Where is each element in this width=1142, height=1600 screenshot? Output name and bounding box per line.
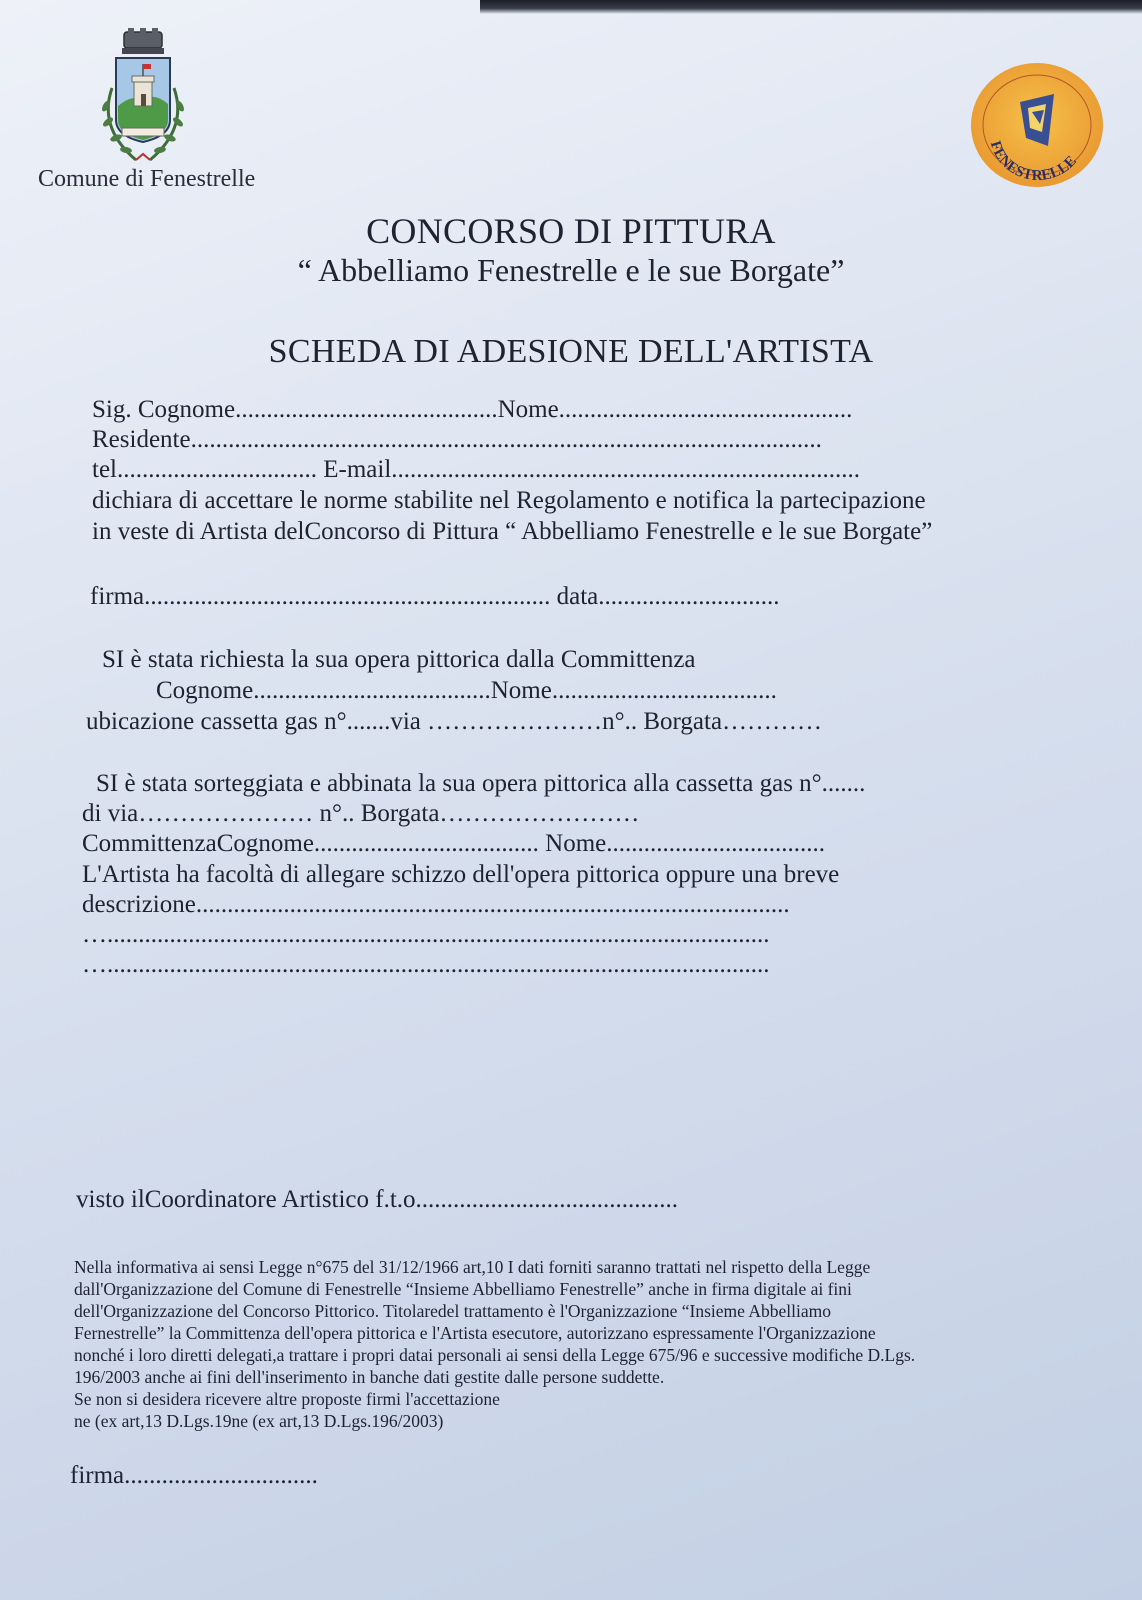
privacy-line-5: nonché i loro diretti delegati,a trattare i propri datai personali ai sensi della Legge 675/96 e successive modifiche D.Lgs. [74, 1345, 916, 1365]
seal-text: FENESTRELLE [986, 139, 1080, 185]
field-firma-data[interactable]: firma................................................................. data............................. [90, 583, 780, 610]
field-committenza-cognome-nome[interactable]: Cognome......................................Nome.................................... [156, 677, 777, 704]
privacy-line-6: 196/2003 anche ai fini dell'inserimento in banche dati gestite dalle persone suddette. [74, 1367, 665, 1387]
fenestrelle-association-seal [968, 60, 1106, 190]
declaration-line-2: in veste di Artista delConcorso di Pittura “ Abbelliamo Fenestrelle e le sue Borgate” [92, 518, 933, 545]
comune-label: Comune di Fenestrelle [38, 166, 256, 192]
si-sorteggiata-line: SI è stata sorteggiata e abbinata la sua opera pittorica alla cassetta gas n°....... [96, 770, 866, 797]
field-firma-accettazione[interactable]: firma............................... [70, 1462, 318, 1489]
privacy-line-1: Nella informativa ai sensi Legge n°675 del 31/12/1966 art,10 I dati forniti saranno trattati nel rispetto della Legge [74, 1257, 871, 1277]
privacy-line-2: dall'Organizzazione del Comune di Fenestrelle “Insieme Abbelliamo Fenestrelle” anche in firma digitale ai fini [74, 1279, 852, 1299]
field-descrizione-line-2[interactable]: ….......................................................................................................... [82, 921, 770, 948]
title-subtitle: “ Abbelliamo Fenestrelle e le sue Borgate” [297, 252, 845, 288]
privacy-line-4: Fernestrelle” la Committenza dell'opera pittorica e l'Artista esecutore, autorizzano espressamente l'Organizzazione [74, 1323, 876, 1343]
title-concorso: CONCORSO DI PITTURA [366, 211, 776, 251]
field-cognome-nome[interactable]: Sig. Cognome..........................................Nome............................................... [92, 396, 853, 423]
field-coordinatore-firma[interactable]: visto ilCoordinatore Artistico f.t.o.......................................... [76, 1186, 679, 1213]
privacy-line-3: dell'Organizzazione del Concorso Pittorico. Titolaredel trattamento è l'Organizzazione “Insieme Abbelliamo [74, 1301, 831, 1321]
privacy-line-8: ne (ex art,13 D.Lgs.19ne (ex art,13 D.Lgs.196/2003) [74, 1411, 444, 1431]
field-descrizione[interactable]: descrizione............................................................................................... [82, 891, 790, 918]
privacy-line-7: Se non si desidera ricevere altre proposte firmi l'accettazione [74, 1389, 500, 1409]
page-top-edge-shadow [480, 0, 1142, 14]
declaration-line-1: dichiara di accettare le norme stabilite nel Regolamento e notifica la partecipazione [92, 487, 926, 514]
field-ubicazione-cassetta[interactable]: ubicazione cassetta gas n°.......via …………………n°.. Borgata………… [86, 708, 823, 735]
field-descrizione-line-3[interactable]: ….......................................................................................................... [82, 951, 770, 978]
schizzo-note: L'Artista ha facoltà di allegare schizzo dell'opera pittorica oppure una breve [82, 861, 840, 888]
field-committenza-cognome-nome-2[interactable]: CommittenzaCognome.................................... Nome................................... [82, 830, 826, 857]
comune-crest-logo [92, 28, 192, 168]
field-tel-email[interactable]: tel................................ E-mail........................................................................... [92, 456, 861, 483]
field-residente[interactable]: Residente..................................................................................................... [92, 426, 822, 453]
title-scheda: SCHEDA DI ADESIONE DELL'ARTISTA [268, 333, 874, 370]
field-via-borgata[interactable]: di via………………… n°.. Borgata…………………… [82, 800, 640, 827]
si-richiesta-line: SI è stata richiesta la sua opera pittorica dalla Committenza [102, 646, 696, 673]
